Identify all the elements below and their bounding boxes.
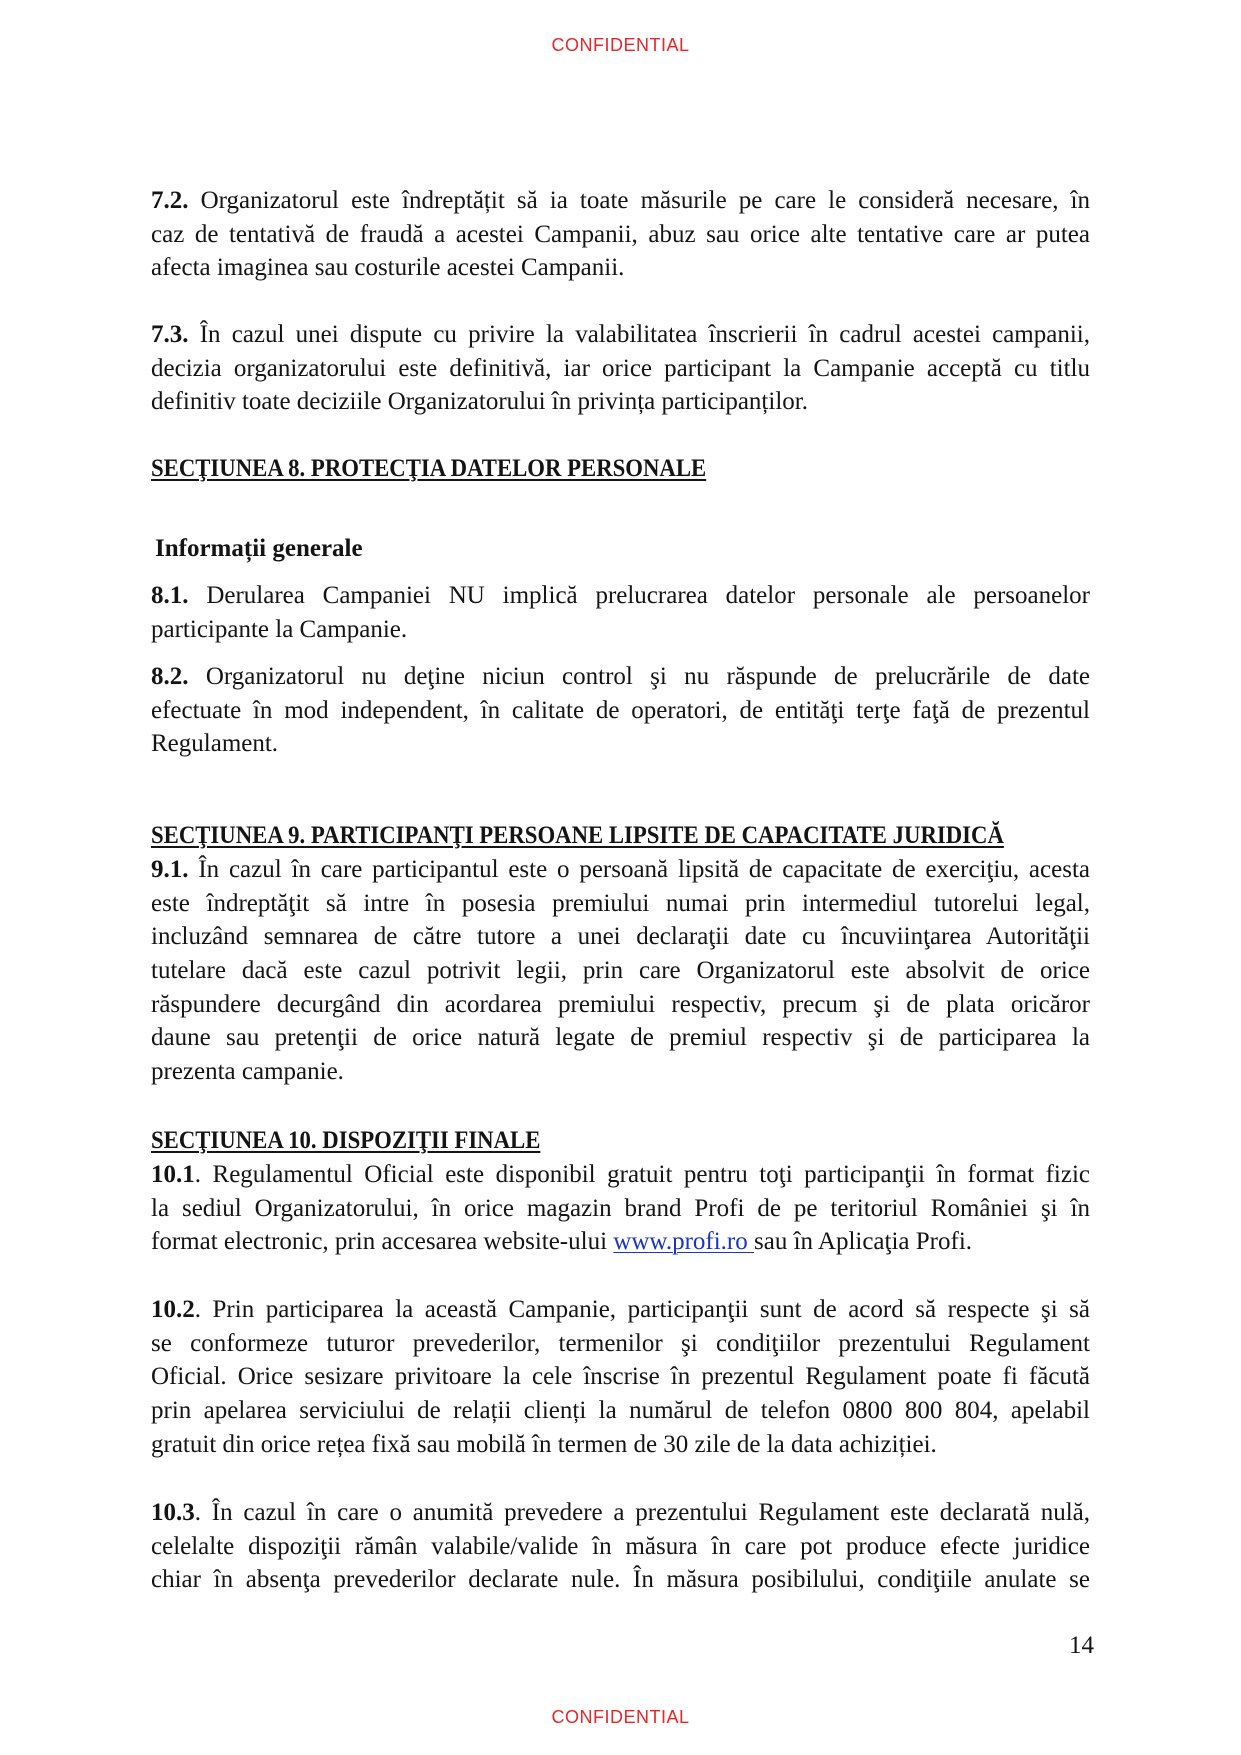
clause-number: 8.1.	[151, 582, 189, 609]
line-text: Derularea Campaniei NU implică prelucrarea datelor personale ale persoanelor	[206, 582, 1091, 609]
paragraph-line: caz de tentativă de fraudă a acestei Campanii, abuz sau orice alte tentative care ar putea	[151, 220, 1090, 248]
section-8-heading-block	[151, 452, 1090, 486]
paragraph-10-2	[151, 1293, 1090, 1461]
confidential-header: CONFIDENTIAL	[551, 35, 690, 55]
clause-number: 10.2	[151, 1296, 195, 1323]
paragraph-line: tutelare dacă este cazul potrivit legii, prin care Organizatorul este absolvit de orice	[151, 957, 1090, 985]
paragraph-line	[151, 184, 1090, 218]
paragraph-line: la sediul Organizatorului, în orice magazin brand Profi de pe teritoriul României şi în	[151, 1194, 1090, 1222]
paragraph-line: răspundere decurgând din acordarea premiului respectiv, precum şi de plata oricăror	[151, 990, 1090, 1018]
section-10-heading-block	[151, 1124, 1090, 1158]
paragraph-line: daune sau pretenţii de orice natură legate de premiul respectiv şi de participarea la	[151, 1024, 1090, 1052]
clause-number: 7.2.	[151, 187, 189, 214]
paragraph-line: prezenta campanie.	[151, 1058, 344, 1086]
paragraph-line: definitiv toate deciziile Organizatorului în privința participanților.	[151, 388, 808, 416]
paragraph-10-1	[151, 1158, 1090, 1259]
paragraph-line: incluzând semnarea de către tutore a unei declaraţii date cu încuviinţarea Autorităţii	[151, 923, 1090, 951]
line-text: . Regulamentul Oficial este disponibil gratuit pentru toţi participanţii în format fizic	[194, 1161, 1090, 1188]
section-heading: SECŢIUNEA 9. PARTICIPANŢI PERSOANE LIPSITE DE CAPACITATE JURIDICĂ	[151, 822, 1004, 849]
clause-number: 8.2.	[151, 663, 189, 690]
paragraph-7-3	[151, 318, 1090, 419]
line-text: . În cazul în care o anumită prevedere a prezentului Regulament este declarată nulă,	[194, 1499, 1090, 1526]
line-text: Organizatorul este îndreptățit să ia toate măsurile pe care le consideră necesare, în	[200, 187, 1090, 214]
paragraph-line	[151, 1225, 1090, 1259]
line-text: Organizatorul nu deţine niciun control şi nu răspunde de prelucrările de date	[205, 663, 1091, 690]
paragraph-line	[151, 660, 1090, 694]
website-link[interactable]: www.profi.ro	[613, 1228, 754, 1256]
clause-number: 10.3	[151, 1499, 195, 1526]
paragraph-line	[151, 1158, 1090, 1192]
line-text: format electronic, prin accesarea website-ului	[151, 1228, 614, 1256]
paragraph-line	[151, 579, 1090, 613]
paragraph-line: decizia organizatorului este definitivă, iar orice participant la Campanie acceptă cu titlu	[151, 354, 1090, 382]
paragraph-line: este îndreptăţit să intre în posesia premiului numai prin intermediul tutorelui legal,	[151, 889, 1090, 917]
section-heading: SECŢIUNEA 8. PROTECŢIA DATELOR PERSONALE	[151, 455, 707, 482]
paragraph-line: efectuate în mod independent, în calitate de operatori, de entităţi terţe faţă de prezentul	[151, 696, 1090, 724]
paragraph-line: prin apelarea serviciului de relații clienți la numărul de telefon 0800 800 804, apelabil	[151, 1397, 1090, 1425]
section-heading: SECŢIUNEA 10. DISPOZIŢII FINALE	[151, 1127, 541, 1154]
paragraph-line: participante la Campanie.	[151, 615, 408, 643]
paragraph-line: gratuit din orice rețea fixă sau mobilă în termen de 30 zile de la data achiziției.	[151, 1430, 937, 1458]
clause-number: 10.1	[151, 1161, 195, 1188]
line-text: sau în Aplicaţia Profi.	[754, 1228, 973, 1256]
paragraph-7-2	[151, 184, 1090, 285]
paragraph-line	[151, 318, 1090, 352]
subheading: Informații generale	[155, 535, 363, 562]
clause-number: 7.3.	[151, 321, 189, 348]
line-text: . Prin participarea la această Campanie, participanţii sunt de acord să respecte şi să	[194, 1296, 1090, 1323]
paragraph-10-3	[151, 1496, 1090, 1597]
page-number: 14	[1069, 1632, 1094, 1659]
paragraph-line: Oficial. Orice sesizare privitoare la cele înscrise în prezentul Regulament poate fi făcută	[151, 1363, 1090, 1391]
paragraph-line	[151, 853, 1090, 887]
paragraph-8-2	[151, 660, 1090, 761]
paragraph-line: se conformeze tuturor prevederilor, termenilor şi condiţiilor prezentului Regulament	[151, 1329, 1090, 1357]
section-8-subheading-block	[155, 532, 1094, 566]
paragraph-line: chiar în absenţa prevederilor declarate nule. În măsura posibilului, condiţiile anulate se	[151, 1566, 1090, 1594]
confidential-footer: CONFIDENTIAL	[551, 1707, 690, 1727]
section-9-heading-block	[151, 819, 1090, 853]
line-text: În cazul în care participantul este o persoană lipsită de capacitate de exerciţiu, acesta	[198, 856, 1090, 883]
paragraph-line: Regulament.	[151, 730, 279, 758]
paragraph-8-1	[151, 579, 1090, 646]
paragraph-line: celelalte dispoziţii rămân valabile/valide în măsura în care pot produce efecte juridice	[151, 1532, 1090, 1560]
paragraph-9-1	[151, 853, 1090, 1089]
paragraph-line: afecta imaginea sau costurile acestei Campanii.	[151, 254, 625, 282]
paragraph-line	[151, 1496, 1090, 1530]
line-text: În cazul unei dispute cu privire la valabilitatea înscrierii în cadrul acestei campanii,	[199, 321, 1090, 348]
clause-number: 9.1.	[151, 856, 189, 883]
paragraph-line	[151, 1293, 1090, 1327]
